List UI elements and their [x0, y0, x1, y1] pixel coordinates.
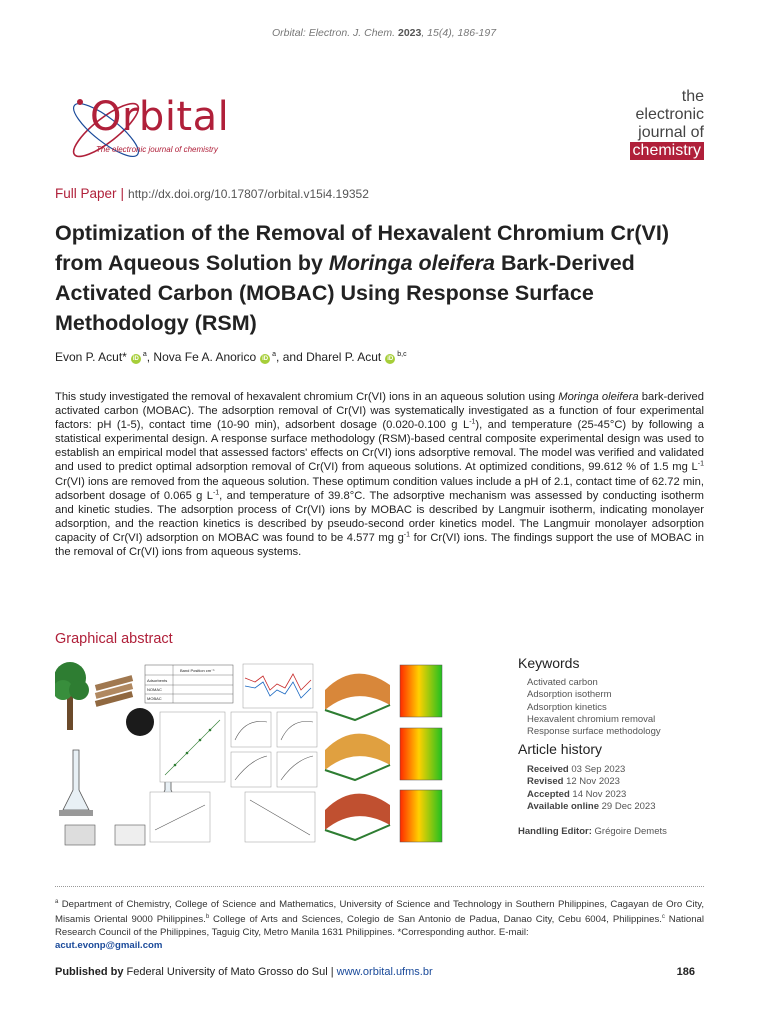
keywords-list — [527, 677, 661, 738]
author-2-affiliation: a — [272, 351, 277, 358]
doi-link[interactable]: http://dx.doi.org/10.17807/orbital.v15i4.19352 — [128, 187, 369, 201]
author-3-affiliation: b,c — [397, 351, 407, 358]
title-text-2: Bark-Derived Activated Carbon (MOBAC) Using Response Surface Methodology (RSM) — [55, 251, 635, 335]
linear-fit-plot — [150, 792, 315, 842]
author-1: Evon P. Acut* — [55, 350, 127, 364]
history-received — [527, 764, 656, 776]
abstract-sup: -1 — [469, 418, 476, 426]
history-label: Accepted — [527, 788, 570, 800]
history-accepted — [527, 789, 656, 801]
keyword-item: Adsorption isotherm — [527, 689, 612, 701]
footer-website-link[interactable]: www.orbital.ufms.br — [336, 966, 433, 978]
graphical-abstract-heading: Graphical abstract — [55, 631, 173, 647]
journal-tag-line3: journal of — [638, 124, 704, 141]
article-type-separator: | — [120, 186, 125, 201]
journal-tag-chemistry: chemistry — [630, 142, 704, 160]
editor-name: Grégoire Demets — [594, 826, 667, 837]
history-date: 12 Nov 2023 — [566, 776, 620, 788]
footnote-divider — [55, 886, 704, 887]
abstract-text: ), and temperature (25-45°C) by following a statistical experimental design. A response surface methodology (RSM)-based central composite experimental design was used to establish an empirical model that assessed factors' effects on Cr(VI) ions adsorptive removal. The model was verified and validated and used to predict optimal adsorption removal of Cr(VI) from aqueous solutions. At optimized conditions, 99.612 % of 1.5 mg L — [55, 419, 704, 474]
abstract-sup: -1 — [403, 531, 411, 539]
abstract-text: for Cr(VI) ions. The findings support the use of MOBAC in the removal of Cr(VI) ions from aqueous systems. — [55, 531, 704, 559]
author-1-affiliation: a — [142, 351, 147, 358]
handling-editor — [518, 826, 667, 837]
orcid-icon[interactable]: iD — [262, 356, 269, 362]
journal-year: 2023 — [397, 27, 422, 39]
orcid-icon[interactable]: iD — [132, 356, 139, 362]
journal-tag — [630, 88, 704, 160]
title-italic: Moringa oleifera — [328, 251, 495, 275]
orbital-logo — [60, 92, 260, 172]
history-label: Received — [527, 764, 569, 775]
table-cell: MOBAC — [147, 696, 162, 701]
isotherm-plot — [160, 712, 225, 782]
keyword-item: Activated carbon — [527, 677, 598, 688]
page-number: 186 — [676, 966, 695, 978]
article-title — [55, 218, 715, 338]
history-label: Revised — [527, 776, 564, 788]
article-history-list — [527, 764, 656, 813]
affiliation-marker: a — [55, 899, 59, 905]
footer-published-label: Published by — [55, 966, 124, 978]
table-cell: Band Position cm⁻¹ — [180, 668, 215, 673]
affiliation-marker: b — [205, 914, 210, 921]
journal-tag-line1: the — [681, 88, 704, 105]
affiliation-marker: c — [661, 914, 665, 921]
logo-tagline: The electronic journal of chemistry — [96, 145, 218, 154]
tree-icon — [55, 662, 89, 730]
table-cell: Adsorbents — [147, 678, 168, 683]
keywords-heading: Keywords — [518, 655, 580, 671]
keyword-item: Adsorption kinetics — [527, 701, 607, 713]
history-date: 03 Sep 2023 — [571, 764, 626, 775]
journal-name: Orbital: Electron. J. Chem. — [271, 27, 396, 39]
page-footer — [55, 966, 695, 978]
history-date: 14 Nov 2023 — [572, 788, 627, 800]
abstract-italic: Moringa oleifera — [558, 391, 639, 403]
affiliation-text: National Research Council of the Philippines, Taguig City, Metro Manila 1631 Philippines. *Corresponding author. E-mail: — [55, 914, 704, 939]
ftir-table — [145, 665, 233, 703]
author-list — [55, 350, 407, 364]
journal-tag-line2: electronic — [635, 106, 704, 123]
footer-publisher: Federal University of Mato Grosso do Sul | — [123, 966, 337, 978]
activated-carbon-icon — [126, 708, 154, 736]
affiliation-text: Department of Chemistry, College of Science and Mathematics, University of Science and Technology in Southern Philippines, Cagayan de Oro City, Misamis Oriental 9000 Philippines. — [55, 899, 704, 926]
contour-plot — [400, 665, 442, 842]
abstract-text: bark-derived activated carbon (MOBAC). The adsorption removal of Cr(VI) was systematically investigated as a function of four experimental factors: pH (1-5), contact time (10-90 min), adsorbent dosage (0.020-0.100 g L — [55, 391, 704, 432]
title-text-1: Optimization of the Removal of Hexavalent Chromium Cr(VI) from Aqueous Solution by — [55, 221, 670, 275]
affiliations — [55, 896, 704, 952]
bark-icon — [95, 675, 133, 707]
kinetic-plot — [231, 712, 317, 787]
history-date: 29 Dec 2023 — [601, 800, 656, 812]
keyword-item: Hexavalent chromium removal — [527, 713, 656, 725]
abstract-text: Cr(VI) ions are removed from the aqueous solution. These optimum condition values include a pH of 2.1, contact time of 62.72 min, adsorbent dosage of 0.065 g L — [55, 475, 704, 502]
abstract-text: , and temperature of 39.8°C. The adsorptive mechanism was assessed by conducting isotherm and kinetic studies. The adsorption process of Cr(VI) ions by MOBAC is described by Langmuir isotherm, indicating monolayer adsorption, and the reaction kinetics is described by pseudo-second order kinetics model. The Langmuir monolayer adsorption capacity of Cr(VI) adsorption on MOBAC was found to be 4.577 mg g — [55, 489, 704, 544]
abstract-sup: -1 — [697, 460, 704, 468]
journal-citation — [0, 27, 768, 39]
graphical-abstract-figure — [55, 660, 501, 848]
author-3: , and Dharel P. Acut — [276, 350, 382, 364]
journal-volume: , 15(4), 186-197 — [421, 27, 497, 39]
author-2: , Nova Fe A. Anorico — [146, 350, 257, 364]
history-revised — [527, 776, 656, 788]
response-surface-plot — [325, 674, 390, 840]
orcid-icon[interactable]: iD — [387, 356, 394, 362]
affiliation-text: College of Arts and Sciences, Colegio de San Antonio de Padua, Danao City, Cebu 6004, Philippines. — [209, 914, 662, 926]
corresponding-email-link[interactable]: acut.evonp@gmail.com — [55, 940, 163, 952]
history-label: Available online — [527, 800, 599, 812]
keyword-item: Response surface methodology — [527, 726, 661, 738]
abstract — [55, 390, 704, 559]
article-history-heading: Article history — [518, 741, 603, 757]
ftir-spectrum — [243, 664, 313, 708]
article-type-line — [55, 186, 369, 201]
editor-label: Handling Editor: — [518, 826, 592, 837]
graphical-abstract-svg — [55, 660, 501, 848]
table-cell: NOMAC — [147, 687, 162, 692]
abstract-text: This study investigated the removal of hexavalent chromium Cr(VI) ions in an aqueous solution using — [55, 391, 559, 403]
logo-wordmark: Orbital — [90, 94, 230, 140]
article-type: Full Paper — [55, 186, 117, 201]
history-online — [527, 801, 656, 813]
abstract-sup: -1 — [212, 488, 220, 496]
